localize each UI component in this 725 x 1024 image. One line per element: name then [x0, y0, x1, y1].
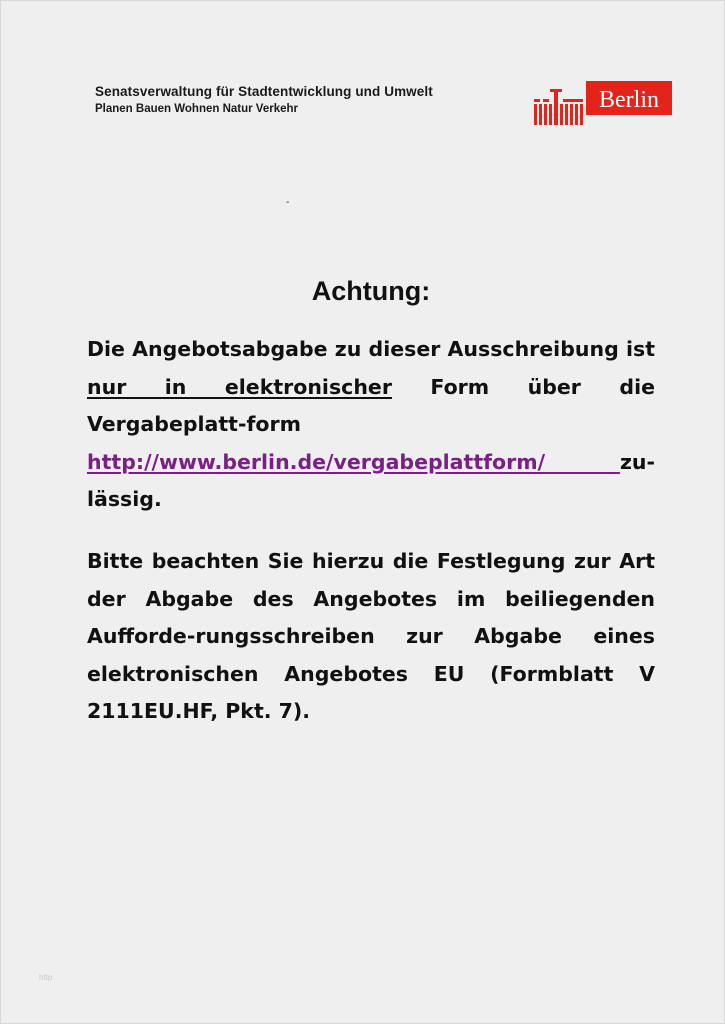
notice-heading: Achtung:	[311, 276, 431, 306]
paragraph-1-text-b: Form über die Vergabeplatt-form	[87, 374, 655, 436]
logo-text: Berlin	[599, 87, 659, 113]
dash-mark: -	[286, 197, 290, 208]
footer-watermark: http	[39, 973, 53, 982]
organization-header	[95, 83, 515, 116]
paragraph-1-text-a: Die Angebotsabgabe zu dieser Ausschreibung ist	[87, 337, 655, 361]
notice-paragraph-2: Bitte beachten Sie hierzu die Festlegung zur Art der Abgabe des Angebotes im beiliegenden Aufforde-rungsschreiben zur Abgabe eines elektronischen Angebotes EU (Formblatt V 2111EU.HF, Pkt. 7).	[87, 549, 655, 723]
brandenburg-gate-icon	[534, 89, 583, 125]
paragraph-1-emphasis: nur in elektronischer	[87, 374, 392, 399]
organization-name: Senatsverwaltung für Stadtentwicklung und Umwelt	[95, 84, 433, 99]
vergabeplattform-link[interactable]: http://www.berlin.de/vergabeplattform/	[87, 449, 620, 474]
berlin-logo	[534, 81, 672, 127]
paragraph-1-text-c: zu-lässig.	[87, 449, 655, 511]
organization-subtitle: Planen Bauen Wohnen Natur Verkehr	[95, 103, 299, 115]
notice-paragraph-1	[87, 331, 655, 519]
